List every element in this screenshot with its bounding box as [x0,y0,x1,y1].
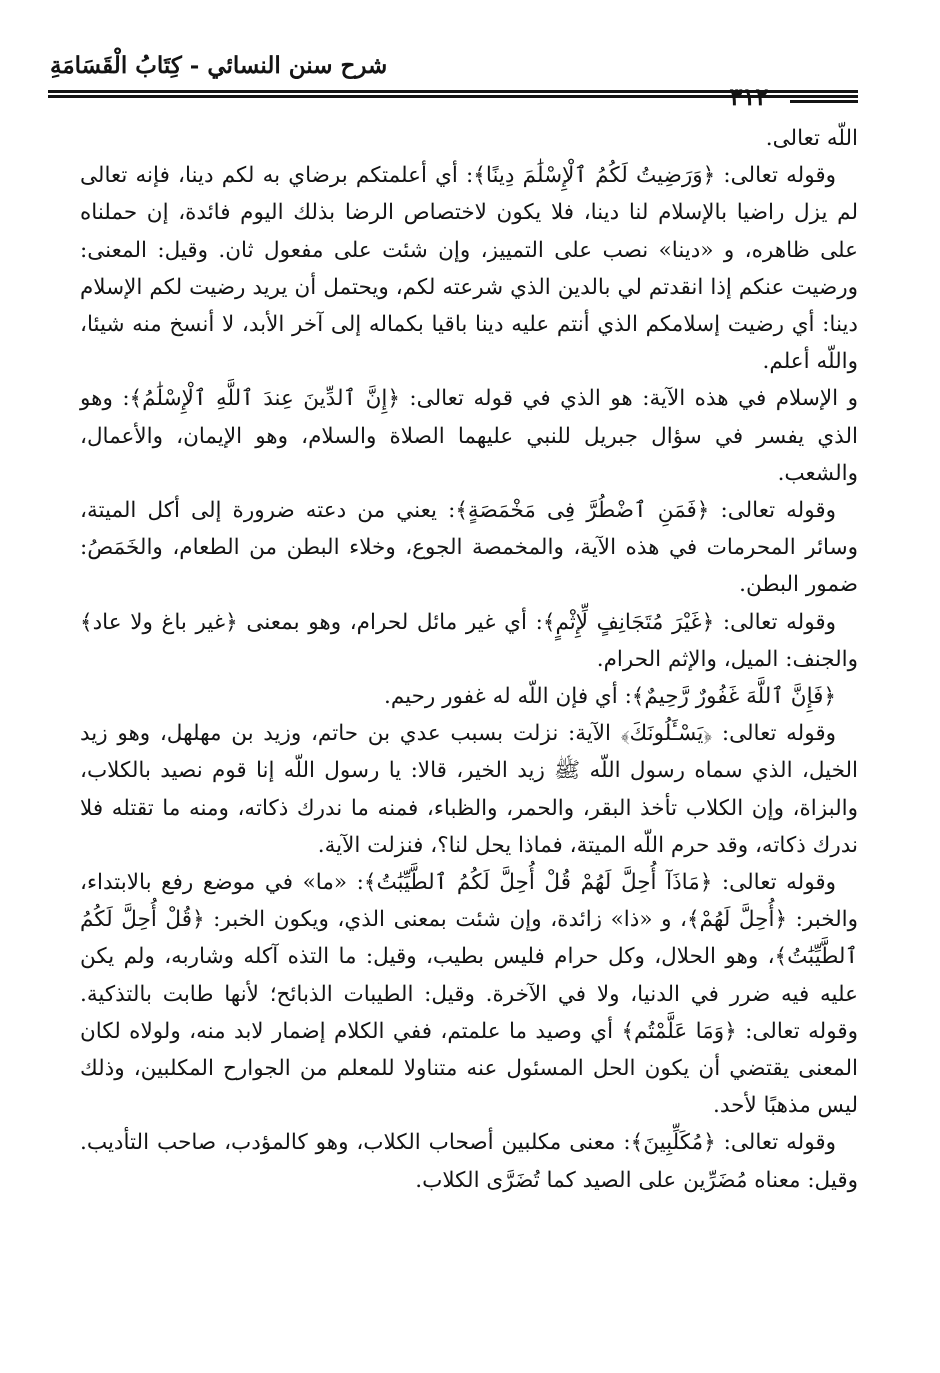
paragraph: و الإسلام في هذه الآية: هو الذي في قوله تعالى: ﴿إِنَّ ٱلدِّينَ عِندَ ٱللَّهِ ٱلْإِسْلَٰمُ﴾: وهو الذي يفسر في سؤال جبريل للنبي عليهما الصلاة والسلام، وهو الإيمان، والأعمال، والشعب. [80,386,858,486]
paragraph: وقوله تعالى: ﴿فَمَنِ ٱضْطُرَّ فِى مَخْمَصَةٍ﴾: يعني من دعته ضرورة إلى أكل الميتة، وسائر المحرمات في هذه الآية، والمخمصة الجوع، وخلاء البطن من الطعام، والخَمَصُ: ضمور البطن. [80,498,858,598]
paragraph: وقوله تعالى: ﴿مُكَلِّبِينَ﴾: معنى مكلبين أصحاب الكلاب، وهو كالمؤدب، صاحب التأديب. وقيل: معناه مُضَرِّين على الصيد كما تُضَرَّى الكلاب. [80,1130,858,1193]
page-number-rule-1 [790,95,858,98]
paragraph: اللّه تعالى. [765,126,858,151]
paragraph: وقوله تعالى: ﴿يَسْـَٔلُونَكَ﴾ الآية: نزلت بسبب عدي بن حاتم، وزيد بن مهلهل، وهو زيد الخيل، الذي سماه رسول اللّه ﷺ زيد الخير، قالا: يا رسول اللّه إنا قوم نصيد بالكلاب، والبزاة، وإن الكلاب تأخذ البقر، والحمر، والظباء، فمنه ما ندرك ذكاته، ومنه ما تقتله فلا ندرك ذكاته، وقد حرم اللّه الميتة، فماذا يحل لنا؟، فنزلت الآية. [80,721,858,858]
paragraph: وقوله تعالى: ﴿غَيْرَ مُتَجَانِفٍ لِّإِثْمٍ﴾: أي غير مائل لحرام، وهو بمعنى ﴿غير باغ ولا عاد﴾ والجنف: الميل، والإثم الحرام. [80,609,858,672]
running-header-title: شرح سنن النسائي - كِتَابُ الْقَسَامَةِ [50,52,388,79]
page-number: ٣١٢ [729,82,769,111]
paragraph: ﴿فَإِنَّ ٱللَّهَ غَفُورٌ رَّحِيمٌ﴾: أي فإن اللّه له غفور رحيم. [383,684,836,710]
paragraph: وقوله تعالى: ﴿وَرَضِيتُ لَكُمُ ٱلْإِسْلَٰمَ دِينًا﴾: أي أعلمتكم برضاي به لكم دينا، فإنه تعالى لم يزل راضيا بالإسلام لنا دينا، فلا يكون لاختصاص الرضا بذلك اليوم فائدة، إن حملناه على ظاهره، و «دينا» نصب على التمييز، وإن شئت على مفعول ثان. وقيل: المعنى: ورضيت عنكم إذا انقدتم لي بالدين الذي شرعته لكم، ويحتمل أن يريد رضيت لكم الإسلام دينا: أي رضيت إسلامكم الذي أنتم عليه دينا باقيا بكماله إلى آخر الأبد، لا أنسخ منه شيئا، واللّه أعلم. [80,163,858,375]
paragraph: وقوله تعالى: ﴿مَاذَآ أُحِلَّ لَهُمْ قُلْ أُحِلَّ لَكُمُ ٱلطَّيِّبَٰتُ﴾: «ما» في موضع رفع بالابتداء، والخبر: ﴿أُحِلَّ لَهُمْ﴾، و «ذا» زائدة، وإن شئت بمعنى الذي، ويكون الخبر: ﴿قُلْ أُحِلَّ لَكُمُ ٱلطَّيِّبَٰتُ﴾، وهو الحلال، وكل حرام فليس بطيب، وقيل: ما التذه آكله وشاربه، ولم يكن عليه فيه ضرر في الدنيا، ولا في الآخرة. وقيل: الطيبات الذبائح؛ لأنها طابت بالتذكية. وقوله تعالى: ﴿وَمَا عَلَّمْتُم﴾ أي وصيد ما علمتم، ففي الكلام إضمار لابد منه، ولولاه لكان المعنى يقتضي أن يكون الحل المسئول عنه متناولا للمعلم من الجوارح المكلبين، وذلك ليس مذهبًا لأحد. [80,870,858,1119]
main-text [80,120,858,1199]
page-number-rule-2 [790,100,858,103]
